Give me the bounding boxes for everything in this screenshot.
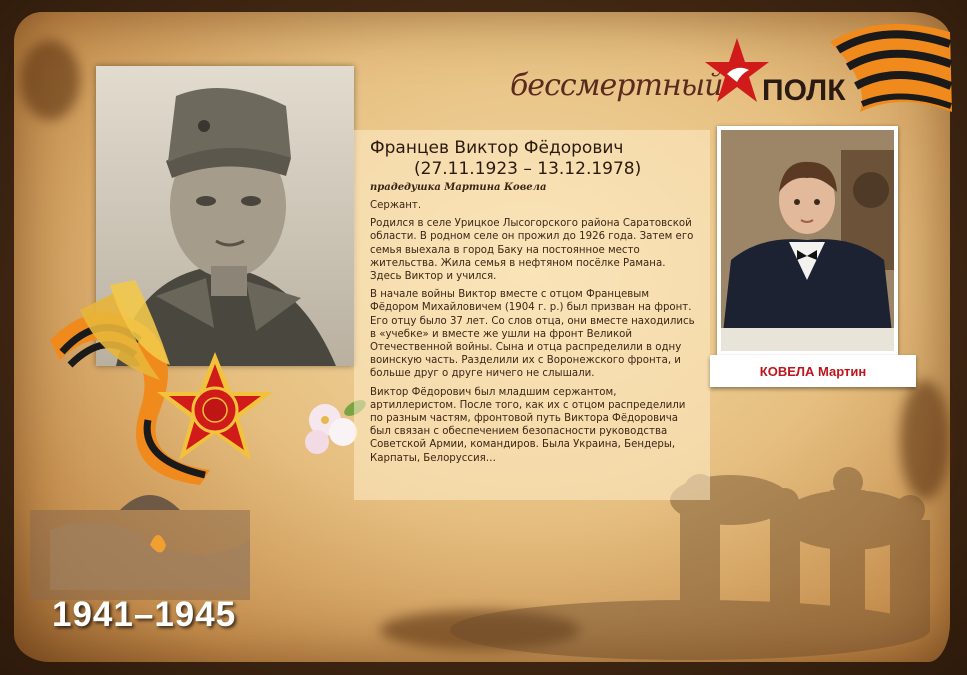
logo-word-immortal: бессмертный bbox=[510, 68, 723, 103]
descendant-portrait bbox=[721, 130, 894, 351]
hero-life-dates: (27.11.1923 – 13.12.1978) bbox=[414, 159, 642, 179]
st-george-ribbon-decoration bbox=[830, 12, 960, 122]
red-star-icon bbox=[705, 36, 769, 106]
logo-word-regiment: ПОЛК bbox=[762, 74, 846, 107]
biography-panel bbox=[354, 130, 710, 500]
burn-mark bbox=[20, 40, 80, 120]
order-and-ribbon-decoration bbox=[40, 270, 370, 500]
bio-paragraph-service: Виктор Фёдорович был младшим сержантом, артиллеристом. После того, как их с отцом распределили по разным частям, фронтовой путь Виктора Фёдоровича был связан с обеспечением безопасности руководства Советской Армии, командиров. Была Украина, Бендеры, Карпаты, Белоруссия… bbox=[370, 386, 686, 464]
war-years: 1941–1945 bbox=[52, 595, 237, 634]
bio-paragraph-rank: Сержант. bbox=[370, 200, 422, 211]
descendant-photo-frame bbox=[717, 126, 898, 355]
hero-relation: прадедушка Мартина Ковела bbox=[370, 182, 547, 193]
bio-paragraph-war-start: В начале войны Виктор вместе с отцом Францевым Фёдором Михайловичем (1904 г. р.) был призван на фронт. Его отцу было 37 лет. Со слов отца, они вместе находились в «учебке» и вместе же ушли на фронт Великой Отечественной войны. Сына и отца распределили в одну воинскую часть. Разделили их с Воронежского фронта, и больше друг о друге ничего не слышали. bbox=[370, 289, 695, 380]
descendant-portrait-image bbox=[721, 130, 894, 351]
wreath-and-helmet-decoration bbox=[30, 470, 290, 610]
hero-name: Францев Виктор Фёдорович bbox=[370, 138, 624, 158]
descendant-name-label: КОВЕЛА Мартин bbox=[710, 355, 916, 387]
bio-paragraph-birth: Родился в селе Урицкое Лысогорского района Саратовской области. В родном селе он прожил до 1926 года. Затем его семья выехала в город Баку на постоянное место жительства. Жила семья в нефтяном посёлке Рамана. Здесь Виктор и учился. bbox=[370, 218, 694, 283]
